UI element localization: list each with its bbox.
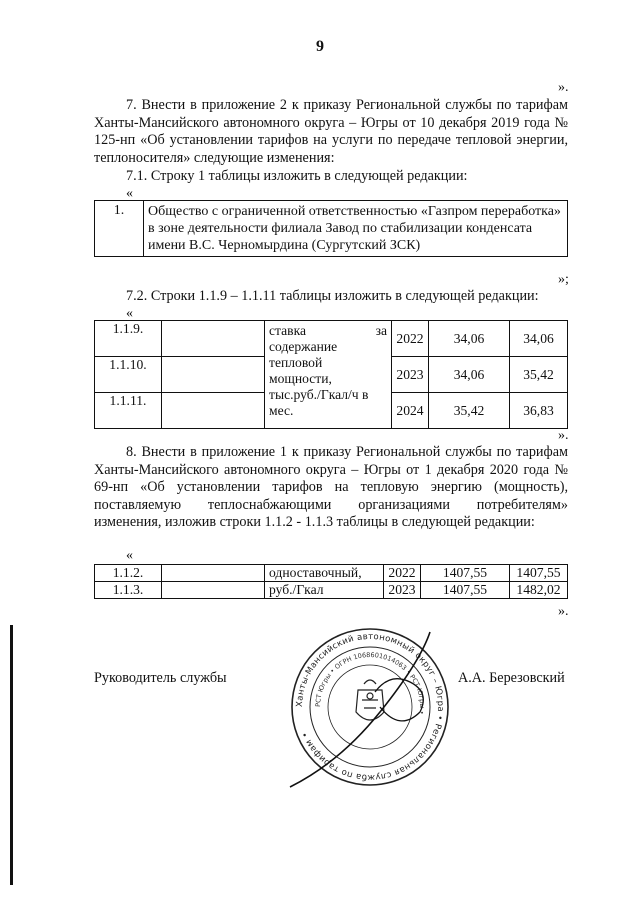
year-cell: 2024 xyxy=(392,393,429,429)
empty-cell xyxy=(162,565,265,582)
value-cell: 34,06 xyxy=(429,357,510,393)
value-cell: 1407,55 xyxy=(421,565,510,582)
empty-cell xyxy=(162,357,265,393)
page-number: 9 xyxy=(316,38,324,55)
tariff-description: ставка за содержание тепловой мощности, тыс.руб./Гкал/ч в мес. xyxy=(265,321,392,429)
closing-quote: ». xyxy=(558,428,569,443)
empty-cell xyxy=(162,582,265,599)
closing-quote: ». xyxy=(558,604,569,619)
year-cell: 2022 xyxy=(392,321,429,357)
closing-quote: ». xyxy=(558,80,569,95)
value-cell: 1482,02 xyxy=(510,582,568,599)
tariff-description: одноставочный, xyxy=(265,565,384,582)
table-row-num: 1.1.10. xyxy=(95,357,162,393)
paragraph-7: 7. Внести в приложение 2 к приказу Региональной службы по тарифам Ханты-Мансийского автономного округа – Югры от 10 декабря 2019 года № 125-нп «Об установлении тарифов на услуги по передаче тепловой энергии, теплоносителя» следующие изменения: xyxy=(94,97,568,166)
table-2 xyxy=(94,320,568,429)
table-1-num: 1. xyxy=(95,201,144,257)
opening-quote: « xyxy=(126,548,133,563)
table-1-text: Общество с ограниченной ответственностью «Газпром переработка» в зоне деятельности филиала Завод по стабилизации конденсата имени В.С. Черномырдина (Сургутский ЗСК) xyxy=(144,201,568,257)
value-cell: 34,06 xyxy=(510,321,568,357)
signature-name: А.А. Березовский xyxy=(458,670,565,686)
value-cell: 1407,55 xyxy=(510,565,568,582)
year-cell: 2022 xyxy=(384,565,421,582)
value-cell: 34,06 xyxy=(429,321,510,357)
opening-quote: « xyxy=(126,186,133,201)
value-cell: 35,42 xyxy=(510,357,568,393)
paragraph-8: 8. Внести в приложение 1 к приказу Региональной службы по тарифам Ханты-Мансийского автономного округа – Югры от 1 декабря 2020 года № 69-нп «Об установлении тарифов на тепловую энергию (мощность), поставляемую теплоснабжающими организациями потребителям» изменения, изложив строки 1.1.2 - 1.1.3 таблицы в следующей редакции: xyxy=(94,444,568,531)
table-1 xyxy=(94,200,568,257)
svg-text:Ханты-Мансийский автономный ок: Ханты-Мансийский автономный округ – Югра • Региональная служба по тарифам • xyxy=(294,631,446,783)
table-row-num: 1.1.11. xyxy=(95,393,162,429)
value-cell: 36,83 xyxy=(510,393,568,429)
value-cell: 1407,55 xyxy=(421,582,510,599)
paragraph-7-1: 7.1. Строку 1 таблицы изложить в следующей редакции: xyxy=(126,168,468,184)
left-margin-line xyxy=(10,625,13,885)
official-stamp xyxy=(280,612,460,802)
svg-text:РСТ Югры • ОГРН 1068601014063: РСТ Югры • ОГРН 1068601014063 • РСТ Югры • xyxy=(313,650,427,716)
value-cell: 35,42 xyxy=(429,393,510,429)
paragraph-7-2: 7.2. Строки 1.1.9 – 1.1.11 таблицы изложить в следующей редакции: xyxy=(126,288,539,304)
year-cell: 2023 xyxy=(392,357,429,393)
table-row-num: 1.1.9. xyxy=(95,321,162,357)
closing-quote: »; xyxy=(558,272,569,287)
opening-quote: « xyxy=(126,306,133,321)
table-3 xyxy=(94,564,568,599)
table-row-num: 1.1.3. xyxy=(95,582,162,599)
signature-role: Руководитель службы xyxy=(94,670,227,686)
empty-cell xyxy=(162,321,265,357)
table-row-num: 1.1.2. xyxy=(95,565,162,582)
tariff-description: руб./Гкал xyxy=(265,582,384,599)
year-cell: 2023 xyxy=(384,582,421,599)
empty-cell xyxy=(162,393,265,429)
